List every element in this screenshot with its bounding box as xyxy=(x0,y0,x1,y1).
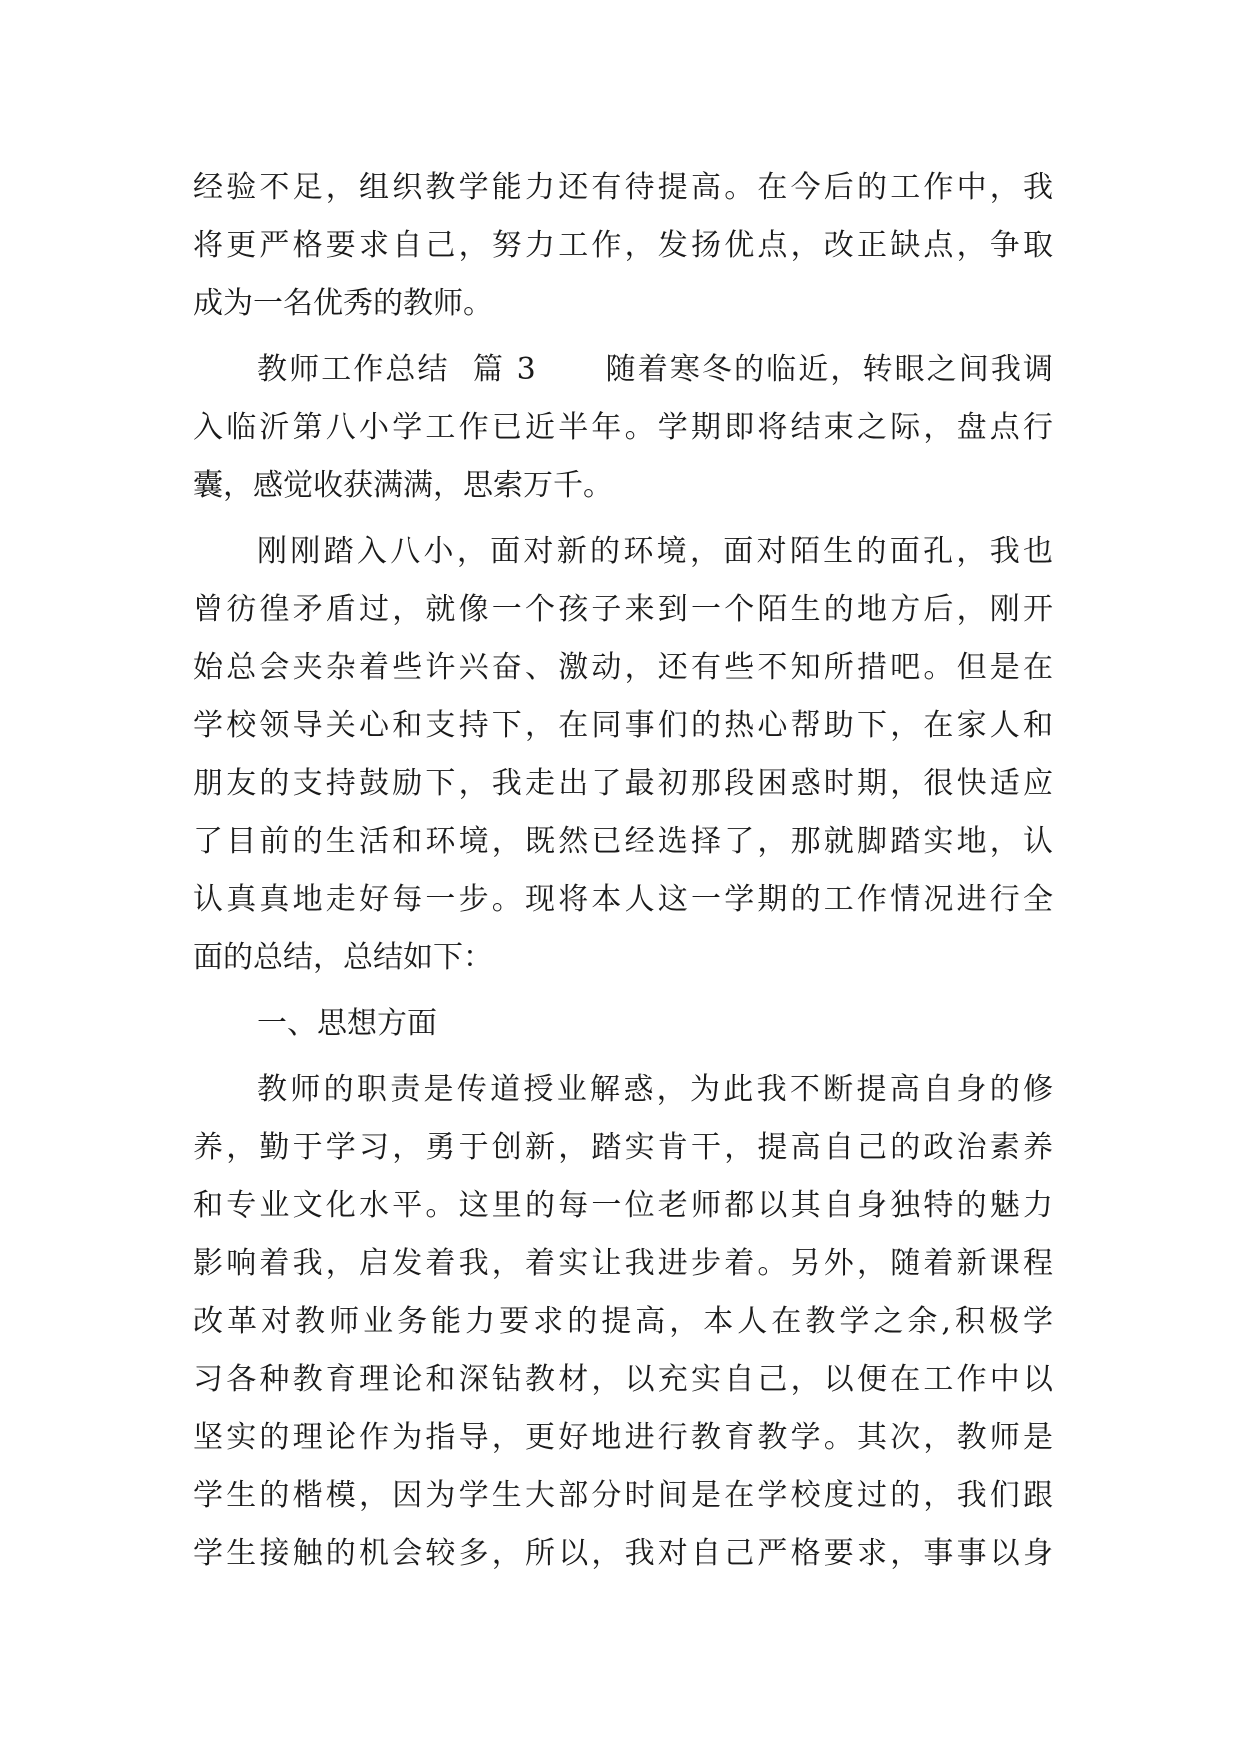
body-text-line: 学生的楷模，因为学生大部分时间是在学校度过的，我们跟 xyxy=(193,1478,1053,1513)
body-text-line: 成为一名优秀的教师。 xyxy=(193,286,493,321)
body-text-line: 和专业文化水平。这里的每一位老师都以其自身独特的魅力 xyxy=(193,1188,1053,1223)
body-text-line: 曾彷徨矛盾过，就像一个孩子来到一个陌生的地方后，刚开 xyxy=(193,592,1053,627)
body-text-line: 经验不足，组织教学能力还有待提高。在今后的工作中，我 xyxy=(193,170,1053,205)
body-text-line: 习各种教育理论和深钻教材，以充实自己，以便在工作中以 xyxy=(193,1362,1053,1397)
subsection-heading: 一、思想方面 xyxy=(257,1006,437,1041)
body-text-line: 学生接触的机会较多，所以，我对自己严格要求，事事以身 xyxy=(193,1536,1053,1571)
body-text-line: 养，勤于学习，勇于创新，踏实肯干，提高自己的政治素养 xyxy=(193,1130,1053,1165)
body-text-line: 面的总结，总结如下： xyxy=(193,940,493,975)
body-text-line: 入临沂第八小学工作已近半年。学期即将结束之际，盘点行 xyxy=(193,410,1053,445)
body-text-line: 影响着我，启发着我，着实让我进步着。另外，随着新课程 xyxy=(193,1246,1053,1281)
body-text-line: 改革对教师业务能力要求的提高，本人在教学之余,积极学 xyxy=(193,1304,1053,1339)
paragraph-first-line: 刚刚踏入八小，面对新的环境，面对陌生的面孔，我也 xyxy=(257,534,1053,569)
body-text-line: 朋友的支持鼓励下，我走出了最初那段困惑时期，很快适应 xyxy=(193,766,1053,801)
body-text-line: 认真真地走好每一步。现将本人这一学期的工作情况进行全 xyxy=(193,882,1053,917)
section-heading-line: 教师工作总结 篇 3 随着寒冬的临近，转眼之间我调 xyxy=(257,352,1053,387)
body-text-line: 了目前的生活和环境，既然已经选择了，那就脚踏实地，认 xyxy=(193,824,1053,859)
body-text-line: 学校领导关心和支持下，在同事们的热心帮助下，在家人和 xyxy=(193,708,1053,743)
body-text-line: 将更严格要求自己，努力工作，发扬优点，改正缺点，争取 xyxy=(193,228,1053,263)
body-text-line: 囊，感觉收获满满，思索万千。 xyxy=(193,468,613,503)
body-text-line: 始总会夹杂着些许兴奋、激动，还有些不知所措吧。但是在 xyxy=(193,650,1053,685)
body-text-line: 坚实的理论作为指导，更好地进行教育教学。其次，教师是 xyxy=(193,1420,1053,1455)
paragraph-first-line: 教师的职责是传道授业解惑，为此我不断提高自身的修 xyxy=(257,1072,1053,1107)
